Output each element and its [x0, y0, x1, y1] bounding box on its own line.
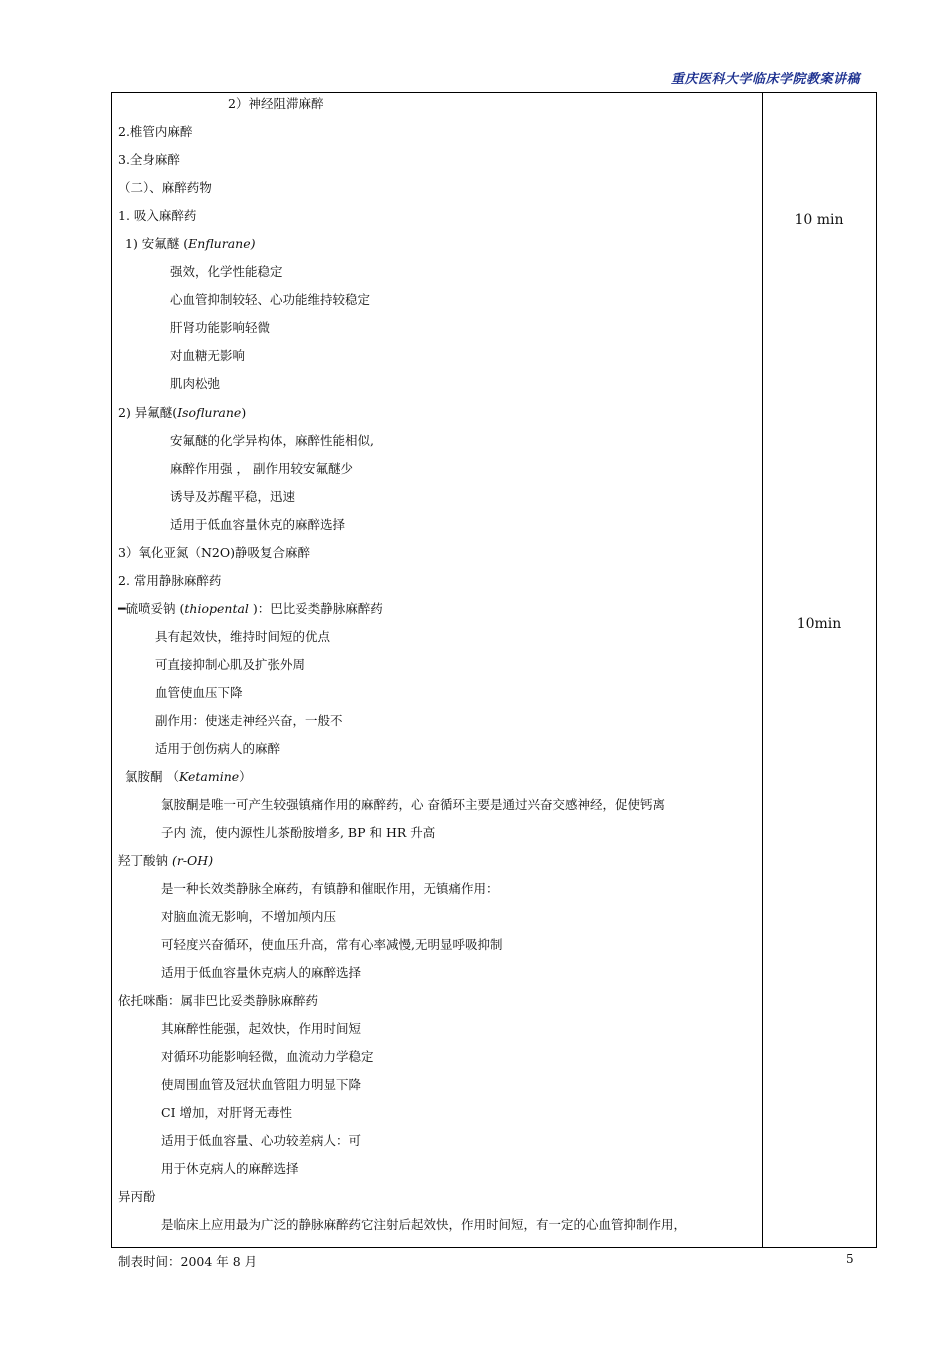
time-cell-2: 10min	[796, 616, 842, 632]
text-line	[161, 965, 361, 981]
latin-term: (r-OH)	[171, 853, 214, 868]
text-line	[125, 236, 255, 252]
text-line-main: 2) 异氟醚(	[118, 405, 178, 420]
text-line	[170, 320, 270, 336]
text-line	[118, 180, 212, 196]
text-line	[170, 264, 283, 280]
text-line	[155, 713, 343, 729]
text-line-main: 氯胺酮 （	[125, 769, 179, 784]
text-line	[170, 517, 345, 533]
text-line	[118, 573, 221, 589]
text-line	[161, 797, 665, 813]
text-line-main: 具有起效快，维持时间短的优点	[155, 629, 331, 644]
text-line-main: 2. 常用静脉麻醉药	[118, 573, 222, 588]
page-header-title: 重庆医科大学临床学院教案讲稿	[670, 72, 860, 87]
text-line-main: 异丙酚	[118, 1189, 156, 1204]
text-line-main: 3.全身麻醉	[118, 152, 180, 167]
text-line-main: 3）氧化亚氮（N2O)静吸复合麻醉	[118, 545, 310, 560]
text-line-main: 1. 吸入麻醉药	[118, 208, 197, 223]
text-line-main: ━硫喷妥钠 (	[118, 601, 185, 616]
text-line-main: 强效，化学性能稳定	[170, 264, 283, 279]
text-line	[125, 769, 252, 785]
text-line	[170, 433, 374, 449]
text-line-main: 副作用：使迷走神经兴奋，一般不	[155, 713, 343, 728]
text-line	[118, 993, 318, 1009]
text-line-main: 2）神经阻滞麻醉	[228, 96, 324, 111]
text-line	[155, 741, 280, 757]
text-line	[155, 629, 330, 645]
text-line-main: 是临床上应用最为广泛的静脉麻醉药它注射后起效快，作用时间短，有一定的心血管抑制作用，	[161, 1217, 687, 1232]
text-line	[118, 124, 192, 140]
text-line-suffix: ）	[239, 769, 252, 784]
text-line-main: 可轻度兴奋循环，使血压升高，常有心率减慢,无明显呼吸抑制	[161, 937, 503, 952]
text-line	[118, 853, 213, 869]
text-line	[161, 937, 502, 953]
text-line	[161, 1049, 374, 1065]
text-line-main: 1) 安氟醚 (	[125, 236, 189, 251]
text-line	[118, 545, 310, 561]
page-number: 5	[846, 1252, 854, 1266]
lesson-table	[111, 92, 877, 1248]
text-line-main: 麻醉作用强 ， 副作用较安氟醚少	[170, 461, 353, 476]
text-line-main: 安氟醚的化学异构体，麻醉性能相似,	[170, 433, 374, 448]
text-line	[118, 152, 180, 168]
text-line	[118, 1189, 156, 1205]
latin-term: thiopental	[184, 601, 249, 616]
text-line-main: 是一种长效类静脉全麻药，有镇静和催眠作用，无镇痛作用：	[161, 881, 499, 896]
text-line	[161, 1105, 292, 1121]
text-line	[228, 96, 323, 112]
text-line-main: 对脑血流无影响，不增加颅内压	[161, 909, 337, 924]
text-line	[170, 376, 220, 392]
text-line	[118, 601, 383, 617]
text-line-main: 诱导及苏醒平稳，迅速	[170, 489, 296, 504]
text-line-main: 对血糖无影响	[170, 348, 246, 363]
text-line	[161, 1077, 361, 1093]
column-divider	[762, 93, 763, 1247]
latin-term: Ketamine	[178, 769, 240, 784]
text-line-main: CI 增加，对肝肾无毒性	[161, 1105, 292, 1120]
text-line	[118, 208, 196, 224]
text-line-main: 用于休克病人的麻醉选择	[161, 1161, 299, 1176]
text-line-main: 氯胺酮是唯一可产生较强镇痛作用的麻醉药，心 奋循环主要是通过兴奋交感神经，促使钙离	[161, 797, 665, 812]
text-line	[155, 657, 305, 673]
text-line-main: 适用于低血容量休克病人的麻醉选择	[161, 965, 362, 980]
text-line-main: 血管使血压下降	[155, 685, 243, 700]
text-line	[170, 348, 245, 364]
text-line	[118, 405, 246, 421]
latin-term: Isoflurane	[177, 405, 242, 420]
text-line-main: 羟丁酸钠	[118, 853, 172, 868]
text-line-main: 子内 流，使内源性儿茶酚胺增多, BP 和 HR 升高	[161, 825, 436, 840]
footer-date: 制表时间：2004 年 8 月	[118, 1254, 258, 1269]
text-line-main: （二）、麻醉药物	[118, 180, 212, 195]
text-line	[170, 489, 295, 505]
text-line	[161, 1217, 686, 1233]
text-line	[161, 909, 336, 925]
text-line	[155, 685, 243, 701]
text-line-main: 肌肉松弛	[170, 376, 221, 391]
latin-term: Enflurane)	[188, 236, 256, 251]
text-line	[170, 292, 370, 308]
text-line	[161, 1133, 361, 1149]
text-line-main: 适用于低血容量、心功较差病人：可	[161, 1133, 362, 1148]
text-line-main: 适用于创伤病人的麻醉	[155, 741, 281, 756]
text-line-main: 肝肾功能影响轻微	[170, 320, 271, 335]
text-line-main: 心血管抑制较轻、心功能维持较稳定	[170, 292, 371, 307]
text-line-suffix: )：巴比妥类静脉麻醉药	[248, 601, 383, 616]
text-line	[161, 881, 499, 897]
text-line-main: 2.椎管内麻醉	[118, 124, 193, 139]
time-cell-1: 10 min	[794, 212, 844, 228]
text-line-main: 适用于低血容量休克的麻醉选择	[170, 517, 346, 532]
text-line	[161, 1021, 361, 1037]
text-line-main: 对循环功能影响轻微，血流动力学稳定	[161, 1049, 374, 1064]
text-line-main: 依托咪酯：属非巴比妥类静脉麻醉药	[118, 993, 319, 1008]
text-line	[161, 825, 435, 841]
text-line-main: 其麻醉性能强，起效快，作用时间短	[161, 1021, 362, 1036]
text-line-suffix: )	[241, 405, 247, 420]
text-line-main: 可直接抑制心肌及扩张外周	[155, 657, 306, 672]
text-line	[170, 461, 353, 477]
text-line	[161, 1161, 299, 1177]
text-line-main: 使周围血管及冠状血管阻力明显下降	[161, 1077, 362, 1092]
